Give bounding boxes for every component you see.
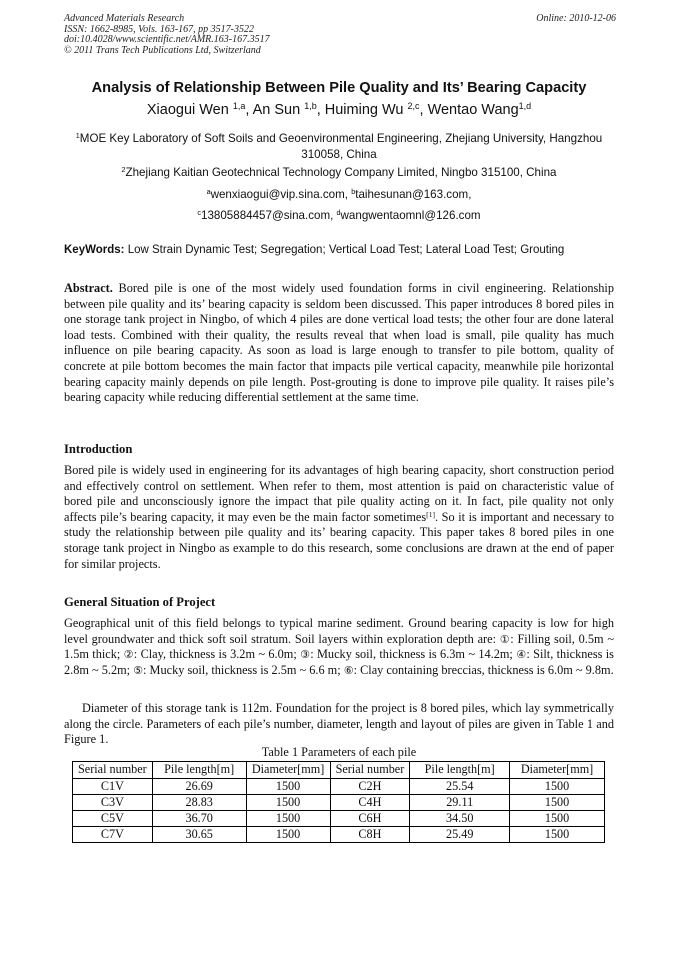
introduction-paragraph: [64, 463, 614, 572]
layer-marker: ②: [123, 648, 134, 662]
author-affil-mark: 1,a: [232, 101, 246, 112]
email-mark: d: [336, 208, 341, 218]
table-row: [73, 778, 605, 794]
email-address[interactable]: wenxiaogui@vip.sina.com,: [210, 188, 352, 201]
table-cell: 1500: [246, 826, 330, 842]
table-cell: 1500: [246, 778, 330, 794]
author-name: An Sun: [252, 102, 305, 118]
table-cell: 1500: [246, 810, 330, 826]
general-paragraph-2: Diameter of this storage tank is 112m. Foundation for the project is 8 bored piles, which lay symmetrically along the circle. Parameters of each pile’s number, diameter, length and layout of piles are given in Table 1 and Figure 1.: [64, 701, 614, 747]
section-heading-introduction: Introduction: [64, 442, 133, 456]
author-name: Huiming Wu: [324, 102, 408, 118]
general-text: : Silt, thickness is 2.8m ~ 5.2m;: [64, 647, 614, 677]
general-text: : Mucky soil, thickness is 6.3m ~ 14.2m;: [310, 647, 517, 662]
table-cell: 1500: [510, 826, 605, 842]
email-address[interactable]: taihesunan@163.com,: [355, 188, 472, 201]
keywords-label: KeyWords:: [64, 244, 125, 256]
section-heading-general: General Situation of Project: [64, 595, 216, 609]
table-cell: C3V: [73, 794, 153, 810]
affiliation-text: MOE Key Laboratory of Soft Soils and Geoenvironmental Engineering, Zhejiang University, Hangzhou 310058, China: [79, 132, 603, 161]
email-address[interactable]: 13805884457@sina.com,: [201, 209, 337, 222]
table-cell: C1V: [73, 778, 153, 794]
abstract: [64, 281, 614, 406]
layer-marker: ④: [516, 648, 527, 662]
general-text: : Clay containing breccias, thickness is 6.0m ~ 9.8m.: [353, 662, 614, 677]
keywords: [64, 244, 616, 256]
table-cell: C6H: [330, 810, 410, 826]
copyright-line: © 2011 Trans Tech Publications Ltd, Switzerland: [64, 44, 261, 56]
author-affil-mark: 1,d: [518, 101, 532, 112]
table-cell: C2H: [330, 778, 410, 794]
layer-marker: ③: [300, 648, 311, 662]
table-cell: 1500: [510, 794, 605, 810]
keywords-text: Low Strain Dynamic Test; Segregation; Vertical Load Test; Lateral Load Test; Grouting: [124, 244, 565, 256]
author-name: Xiaogui Wen: [146, 102, 233, 118]
affiliation-mark: 2: [121, 165, 126, 175]
table-cell: 25.54: [410, 778, 510, 794]
table-cell: 1500: [510, 810, 605, 826]
issn-line: ISSN: 1662-8985, Vols. 163-167, pp 3517-3522: [64, 23, 254, 35]
affiliation-2: [70, 165, 608, 181]
journal-name: Advanced Materials Research: [64, 13, 185, 24]
table-cell: 1500: [510, 778, 605, 794]
intro-text: Bored pile is widely used in engineering for its advantages of high bearing capacity, short construction period and effectively control on settlement. When refer to them, most attention is paid on characteristic value of bored pile and unconsciously ignore the impact that pile quality acting on it. In fact, pile quality not only affects pile’s bearing capacity, it may even be the main factor sometimes: [64, 463, 614, 524]
affiliation-1: [70, 131, 608, 162]
table-cell: C5V: [73, 810, 153, 826]
email-line-1: [70, 187, 608, 203]
table-header-cell: Serial number: [330, 762, 410, 779]
journal-header: [64, 14, 616, 56]
author-separator: ,: [419, 102, 428, 118]
table-caption: Table 1 Parameters of each pile: [261, 745, 417, 759]
email-address[interactable]: wangwentaomnl@126.com: [340, 209, 481, 222]
author-affil-mark: 2,c: [407, 101, 420, 112]
pile-parameters-table: [72, 761, 605, 843]
table-cell: 30.65: [152, 826, 246, 842]
table-cell: 28.83: [152, 794, 246, 810]
table-cell: 1500: [246, 794, 330, 810]
layer-marker: ⑤: [133, 663, 144, 677]
table-cell: 29.11: [410, 794, 510, 810]
abstract-text: Bored pile is one of the most widely used foundation forms in civil engineering. Relationship between pile quality and its’ bearing capacity is seldom been discussed. This paper introduces 8 bored piles in one storage tank project in Ningbo, of which 4 piles are done vertical load tests; the other four are done lateral load tests. Combined with their quality, the results reveal that when load is small, pile quality has much influence on pile bearing capacity. As soon as load is large enough to transfer to pile bottom, quality of concrete at pile bottom becomes the main factor that impacts pile vertical capacity, meanwhile pile horizontal bearing capacity mainly depends on pile length. Post-grouting is done to improve pile quality. It raises pile’s bearing capacity while reducing differential settlement at the same time.: [64, 281, 614, 405]
author-separator: ,: [316, 102, 325, 118]
table-header-row: [73, 762, 605, 779]
general-paragraph-1: [64, 616, 614, 678]
email-mark: c: [197, 208, 202, 218]
table-cell: C8H: [330, 826, 410, 842]
table-cell: 25.49: [410, 826, 510, 842]
table-header-cell: Pile length[m]: [410, 762, 510, 779]
paper-title: Analysis of Relationship Between Pile Quality and Its’ Bearing Capacity: [91, 80, 587, 96]
general-text: : Mucky soil, thickness is 2.5m ~ 6.6 m;: [143, 662, 344, 677]
author-separator: ,: [245, 102, 253, 118]
layer-marker: ⑥: [343, 663, 354, 677]
table-header-cell: Pile length[m]: [152, 762, 246, 779]
doi-line: doi:10.4028/www.scientific.net/AMR.163-167.3517: [64, 34, 270, 46]
layer-marker: ①: [499, 632, 511, 646]
email-mark: b: [351, 187, 356, 197]
email-mark: a: [206, 187, 211, 197]
affiliation-mark: 1: [75, 131, 80, 141]
intro-text: . So it is important and necessary to study the relationship between pile quality and its’ bearing capacity. This paper takes 8 bored piles in one storage tank project in Ningbo as example to do this research, some conclusions are drawn at the end of paper for similar projects.: [64, 509, 614, 571]
author-name: Wentao Wang: [427, 102, 519, 118]
general-text: : Clay, thickness is 3.2m ~ 6.0m;: [133, 647, 301, 662]
email-line-2: [70, 208, 608, 224]
table-row: [73, 826, 605, 842]
general-text: : Filling soil, 0.5m ~ 1.5m thick;: [64, 631, 614, 662]
online-date: Online: 2010-12-06: [536, 13, 616, 24]
general-text: Geographical unit of this field belongs to typical marine sediment. Ground bearing capacity is low for high level groundwater and thick soft soil stratum. Soil layers within exploration depth are:: [64, 616, 614, 646]
affiliation-text: Zhejiang Kaitian Geotechnical Technology Company Limited, Ningbo 315100, China: [125, 166, 557, 179]
abstract-label: Abstract.: [64, 281, 113, 295]
table-cell: 26.69: [152, 778, 246, 794]
table-cell: 34.50: [410, 810, 510, 826]
table-cell: 36.70: [152, 810, 246, 826]
table-cell: C7V: [73, 826, 153, 842]
table-row: [73, 794, 605, 810]
table-header-cell: Serial number: [73, 762, 153, 779]
table-header-cell: Diameter[mm]: [246, 762, 330, 779]
author-affil-mark: 1,b: [304, 101, 317, 112]
table-row: [73, 810, 605, 826]
table-header-cell: Diameter[mm]: [510, 762, 605, 779]
citation-ref[interactable]: [1]: [426, 509, 436, 519]
author-list: [30, 102, 648, 118]
table-cell: C4H: [330, 794, 410, 810]
